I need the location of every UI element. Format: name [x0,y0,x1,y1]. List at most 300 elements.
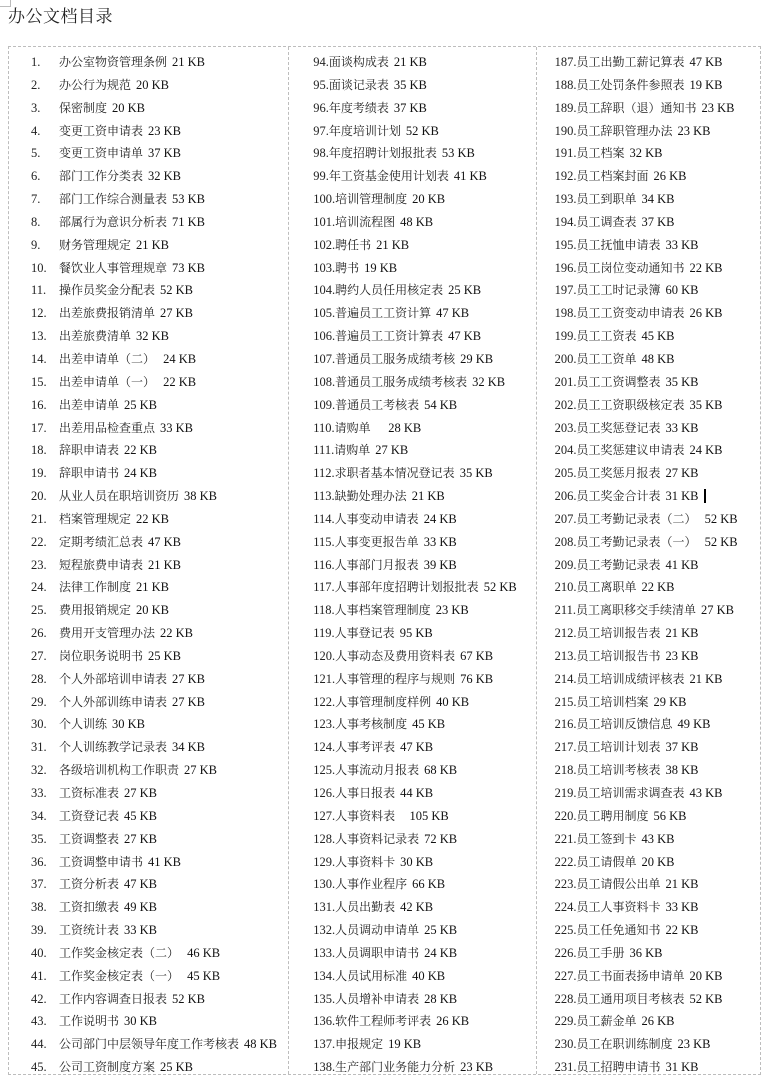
entry-file-size: 21 KB [148,557,182,572]
entry-document-name[interactable]: 个人训练教学记录表 [59,740,168,755]
toc-entry[interactable] [31,965,288,988]
toc-entry[interactable] [313,279,535,302]
toc-entry[interactable] [31,576,288,599]
entry-number: 9. [31,237,41,252]
entry-document-name[interactable]: 年度招聘计划报批表 [328,146,437,161]
entry-document-name[interactable]: 员工工资调整表 [576,374,661,389]
entry-document-name[interactable]: 公司部门中层领导年度工作考核表 [59,1037,240,1052]
entry-document-name[interactable]: 人员增补申请表 [335,991,420,1006]
toc-entry[interactable] [31,919,288,942]
toc-entry[interactable] [31,51,288,74]
toc-entry[interactable] [313,1010,535,1033]
toc-entry[interactable] [31,394,288,417]
toc-entry[interactable] [31,257,288,280]
entry-document-name[interactable]: 员工培训成绩评核表 [576,671,685,686]
entry-document-name[interactable]: 员工培训报告表 [576,626,661,641]
toc-entry[interactable] [555,668,760,691]
entry-document-name[interactable]: 部门工作分类表 [59,169,144,184]
entry-document-name[interactable]: 请购单 [334,443,371,458]
entry-document-name[interactable]: 员工通用项目考核表 [576,991,685,1006]
toc-entry[interactable] [31,142,288,165]
toc-entry[interactable] [555,211,760,234]
entry-document-name[interactable]: 员工工资单 [576,351,637,366]
toc-entry[interactable] [31,1033,288,1056]
entry-document-name[interactable]: 人员调职申请书 [335,945,420,960]
entry-document-name[interactable]: 人事资料表 [335,808,396,823]
entry-number: 217. [554,740,577,755]
toc-entry[interactable] [313,508,535,531]
entry-document-name[interactable]: 人事动态及费用资料表 [335,648,456,663]
entry-document-name[interactable]: 餐饮业人事管理规章 [59,260,168,275]
toc-entry[interactable] [313,554,535,577]
toc-entry[interactable] [313,1033,535,1056]
entry-document-name[interactable]: 员工辞职（退）通知书 [576,100,697,115]
entry-file-size: 73 KB [172,260,206,275]
toc-entry[interactable] [31,485,288,508]
entry-file-size: 24 KB [160,351,197,366]
entry-document-name[interactable]: 人事资料卡 [335,854,396,869]
toc-entry[interactable] [31,211,288,234]
entry-document-name[interactable]: 员工岗位变动通知书 [576,260,685,275]
entry-document-name[interactable]: 人事考评表 [335,740,396,755]
entry-document-name[interactable]: 培训流程图 [335,214,396,229]
entry-document-name[interactable]: 出差用品检查重点 [59,420,156,435]
entry-file-size: 21 KB [393,55,427,69]
entry-document-name[interactable]: 工资调整申请书 [59,854,144,869]
entry-document-name[interactable]: 人事管理制度样例 [335,694,432,709]
entry-document-name[interactable]: 员工薪金单 [576,1014,637,1029]
entry-document-name[interactable]: 缺勤处理办法 [334,489,407,504]
entry-document-name[interactable]: 人事登记表 [334,626,395,641]
entry-number: 188. [554,77,577,92]
entry-document-name[interactable]: 人事作业程序 [335,877,408,892]
entry-document-name[interactable]: 辞职申请表 [59,443,120,458]
toc-entry[interactable] [31,325,288,348]
entry-file-size: 47 KB [400,740,434,755]
toc-entry[interactable] [313,348,535,371]
entry-document-name[interactable]: 员工处罚条件参照表 [576,77,685,92]
toc-entry[interactable] [555,51,760,74]
toc-entry[interactable] [555,1010,760,1033]
toc-entry[interactable] [313,919,535,942]
toc-entry[interactable] [555,713,760,736]
toc-entry[interactable] [31,691,288,714]
toc-entry[interactable] [313,805,535,828]
toc-entry[interactable] [555,234,760,257]
entry-document-name[interactable]: 部门工作综合测量表 [59,192,168,207]
entry-document-name[interactable]: 请购单 [334,420,371,435]
entry-document-name[interactable]: 档案管理规定 [59,511,132,526]
toc-entry[interactable] [31,896,288,919]
toc-column-3 [536,47,760,1074]
entry-document-name[interactable]: 人员出勤表 [335,900,396,915]
toc-entry[interactable] [555,439,760,462]
toc-entry[interactable] [31,668,288,691]
toc-entry[interactable] [555,74,760,97]
entry-document-name[interactable]: 员工工时记录簿 [576,283,661,298]
entry-number: 206. [554,489,577,504]
toc-entry[interactable] [313,142,535,165]
entry-document-name[interactable]: 工作奖金核定表（一） [59,968,180,983]
toc-entry[interactable] [313,896,535,919]
entry-number: 198. [554,306,577,321]
entry-document-name[interactable]: 员工离职移交手续清单 [576,603,697,618]
toc-entry[interactable] [555,965,760,988]
toc-entry[interactable] [31,348,288,371]
toc-entry[interactable] [313,942,535,965]
entry-document-name[interactable]: 出差旅费报销清单 [59,306,156,321]
entry-document-name[interactable]: 保密制度 [59,100,108,115]
entry-document-name[interactable]: 公司工资制度方案 [59,1060,156,1075]
entry-document-name[interactable]: 工资登记表 [59,808,120,823]
entry-document-name[interactable]: 人事资料记录表 [335,831,420,846]
toc-entry[interactable] [555,896,760,919]
entry-document-name[interactable]: 工资调整表 [59,831,120,846]
toc-entry[interactable] [555,851,760,874]
entry-document-name[interactable]: 工资扣缴表 [59,900,120,915]
toc-entry[interactable] [31,234,288,257]
toc-entry[interactable] [555,736,760,759]
entry-document-name[interactable]: 出差申请单（一） [59,374,156,389]
entry-document-name[interactable]: 员工档案封面 [576,169,649,184]
entry-document-name[interactable]: 法律工作制度 [59,580,132,595]
entry-document-name[interactable]: 工资统计表 [59,923,120,938]
entry-document-name[interactable]: 面谈构成表 [328,55,389,69]
entry-document-name[interactable]: 年工资基金使用计划表 [328,169,449,184]
entry-file-size: 71 KB [172,214,206,229]
entry-document-name[interactable]: 员工奖惩建议申请表 [576,443,685,458]
toc-entry[interactable] [31,74,288,97]
entry-document-name[interactable]: 求职者基本情况登记表 [334,466,455,481]
toc-entry[interactable] [31,851,288,874]
toc-entry[interactable] [31,279,288,302]
toc-entry[interactable] [555,142,760,165]
toc-entry[interactable] [313,97,535,120]
toc-entry[interactable] [555,919,760,942]
entry-document-name[interactable]: 人员调动申请单 [335,923,420,938]
entry-document-name[interactable]: 员工培训反馈信息 [576,717,673,732]
toc-entry[interactable] [31,1010,288,1033]
toc-entry[interactable] [555,462,760,485]
entry-document-name[interactable]: 员工出勤工薪记算表 [576,55,685,69]
toc-entry[interactable] [313,188,535,211]
entry-file-size: 20 KB [641,854,675,869]
toc-entry[interactable] [31,371,288,394]
entry-number: 223. [554,877,577,892]
entry-document-name[interactable]: 个人外部训练申请表 [59,694,168,709]
toc-entry[interactable] [555,554,760,577]
toc-entry[interactable] [31,828,288,851]
entry-document-name[interactable]: 个人训练 [59,717,108,732]
toc-entry[interactable] [313,462,535,485]
toc-entry[interactable] [313,211,535,234]
entry-file-size: 26 KB [689,306,723,321]
toc-entry[interactable] [313,713,535,736]
toc-entry[interactable] [555,988,760,1011]
entry-document-name[interactable]: 人事变动申请表 [334,511,419,526]
entry-document-name[interactable]: 短程旅费申请表 [59,557,144,572]
toc-entry[interactable] [313,485,535,508]
entry-number: 114. [313,511,335,526]
entry-document-name[interactable]: 员工培训档案 [576,694,649,709]
toc-entry[interactable] [555,394,760,417]
entry-document-name[interactable]: 员工到职单 [576,192,637,207]
entry-document-name[interactable]: 员工奖惩月报表 [576,466,661,481]
entry-document-name[interactable]: 办公行为规范 [59,77,132,92]
entry-document-name[interactable]: 员工培训需求调查表 [576,786,685,800]
entry-document-name[interactable]: 普通员工服务成绩考核 [335,351,456,366]
toc-entry[interactable] [313,417,535,440]
entry-document-name[interactable]: 员工考勤记录表（一） [576,534,697,549]
toc-entry[interactable] [31,439,288,462]
toc-entry[interactable] [555,120,760,143]
toc-entry[interactable] [555,622,760,645]
toc-entry[interactable] [555,485,760,508]
toc-entry[interactable] [555,97,760,120]
toc-entry[interactable] [31,942,288,965]
toc-entry[interactable] [555,371,760,394]
toc-entry[interactable] [555,165,760,188]
toc-entry[interactable] [313,736,535,759]
toc-entry[interactable] [555,645,760,668]
entry-document-name[interactable]: 人员试用标准 [335,968,408,983]
entry-number: 125. [313,763,336,778]
entry-document-name[interactable]: 人事流动月报表 [335,763,420,778]
toc-entry[interactable] [555,599,760,622]
toc-entry[interactable] [31,759,288,782]
toc-entry[interactable] [31,782,288,805]
entry-document-name[interactable]: 人事档案管理制度 [334,603,431,618]
toc-entry[interactable] [313,74,535,97]
toc-entry[interactable] [31,165,288,188]
entry-document-name[interactable]: 出差旅费清单 [59,329,132,344]
entry-document-name[interactable]: 员工考勤记录表 [576,557,661,572]
toc-entry[interactable] [313,988,535,1011]
entry-document-name[interactable]: 各级培训机构工作职责 [59,763,180,778]
toc-entry[interactable] [31,462,288,485]
entry-document-name[interactable]: 人事部门月报表 [334,557,419,572]
entry-document-name[interactable]: 员工在职训练制度 [576,1037,673,1052]
toc-entry[interactable] [31,1056,288,1079]
toc-entry[interactable] [555,257,760,280]
entry-document-name[interactable]: 员工请假单 [576,854,637,869]
entry-number: 231. [554,1060,577,1075]
toc-entry[interactable] [313,668,535,691]
entry-document-name[interactable]: 财务管理规定 [59,237,132,252]
toc-entry[interactable] [555,188,760,211]
entry-document-name[interactable]: 员工人事资料卡 [576,900,661,915]
toc-entry[interactable] [313,576,535,599]
toc-entry[interactable] [31,599,288,622]
toc-entry[interactable] [313,531,535,554]
toc-entry[interactable] [31,120,288,143]
entry-number: 39. [31,923,47,938]
entry-file-size: 23 KB [677,123,711,138]
entry-document-name[interactable]: 软件工程师考评表 [335,1014,432,1029]
toc-entry[interactable] [555,417,760,440]
entry-document-name[interactable]: 定期考绩汇总表 [59,534,144,549]
entry-document-name[interactable]: 员工手册 [576,945,625,960]
entry-document-name[interactable]: 员工培训考核表 [576,763,661,778]
entry-document-name[interactable]: 申报规定 [335,1037,384,1052]
entry-document-name[interactable]: 部属行为意识分析表 [59,214,168,229]
toc-entry[interactable] [313,120,535,143]
entry-document-name[interactable]: 聘书 [335,260,360,275]
entry-document-name[interactable]: 变更工资申请表 [59,123,144,138]
toc-entry[interactable] [31,417,288,440]
entry-number: 132. [313,923,336,938]
toc-entry[interactable] [313,302,535,325]
toc-entry[interactable] [31,97,288,120]
entry-document-name[interactable]: 员工工资表 [576,329,637,344]
entry-document-name[interactable]: 员工抚恤申请表 [576,237,661,252]
entry-document-name[interactable]: 员工书面表扬申请单 [576,968,685,983]
entry-document-name[interactable]: 聘约人员任用核定表 [335,283,444,298]
entry-document-name[interactable]: 工作内容调查日报表 [59,991,168,1006]
toc-entry[interactable] [313,873,535,896]
entry-document-name[interactable]: 辞职申请书 [59,466,120,481]
entry-number: 116. [313,557,335,572]
entry-number: 40. [31,945,47,960]
toc-entry[interactable] [555,531,760,554]
toc-entry[interactable] [31,988,288,1011]
entry-document-name[interactable]: 员工奖惩登记表 [576,420,661,435]
toc-entry[interactable] [313,165,535,188]
entry-document-name[interactable]: 工资分析表 [59,877,120,892]
entry-document-name[interactable]: 员工考勤记录表（二） [576,511,697,526]
entry-document-name[interactable]: 员工任免通知书 [576,923,661,938]
entry-document-name[interactable]: 员工请假公出单 [576,877,661,892]
entry-document-name[interactable]: 变更工资申请单 [59,146,144,161]
entry-document-name[interactable]: 办公室物资管理条例 [59,55,168,69]
toc-entry[interactable] [313,828,535,851]
entry-document-name[interactable]: 员工调查表 [576,214,637,229]
entry-document-name[interactable]: 人事考核制度 [335,717,408,732]
toc-entry[interactable] [31,302,288,325]
toc-entry[interactable] [555,782,760,805]
entry-document-name[interactable]: 年度培训计划 [328,123,401,138]
entry-document-name[interactable]: 员工培训报告书 [576,648,661,663]
toc-entry[interactable] [31,508,288,531]
entry-document-name[interactable]: 员工奖金合计表 [576,489,661,504]
toc-entry[interactable] [555,1056,760,1079]
toc-entry[interactable] [313,1056,535,1079]
entry-document-name[interactable]: 员工招聘申请书 [576,1060,661,1075]
entry-document-name[interactable]: 培训管理制度 [335,192,408,207]
entry-document-name[interactable]: 普通员工服务成绩考核表 [335,374,468,389]
entry-document-name[interactable]: 员工辞职管理办法 [576,123,673,138]
toc-entry[interactable] [31,736,288,759]
toc-entry[interactable] [313,439,535,462]
entry-document-name[interactable]: 员工档案 [576,146,625,161]
entry-file-size: 52 KB [405,123,439,138]
entry-document-name[interactable]: 人事日报表 [335,786,396,800]
toc-entry[interactable] [31,622,288,645]
toc-entry[interactable] [313,371,535,394]
toc-entry[interactable] [313,234,535,257]
toc-entry[interactable] [555,279,760,302]
toc-entry[interactable] [31,873,288,896]
toc-entry[interactable] [31,188,288,211]
entry-file-size: 38 KB [184,489,218,504]
entry-document-name[interactable]: 员工培训计划表 [576,740,661,755]
toc-entry[interactable] [31,805,288,828]
toc-entry[interactable] [313,394,535,417]
entry-file-size: 53 KB [172,192,206,207]
entry-document-name[interactable]: 生产部门业务能力分析 [335,1060,456,1075]
entry-document-name[interactable]: 年度考绩表 [328,100,389,115]
entry-document-name[interactable]: 员工工资变动申请表 [576,306,685,321]
entry-document-name[interactable]: 聘任书 [335,237,372,252]
toc-entry[interactable] [313,851,535,874]
entry-document-name[interactable]: 费用报销规定 [59,603,132,618]
toc-entry[interactable] [555,805,760,828]
entry-document-name[interactable]: 操作员奖金分配表 [59,283,156,298]
entry-document-name[interactable]: 出差申请单 [59,397,120,412]
toc-entry[interactable] [313,645,535,668]
entry-document-name[interactable]: 员工工资职级核定表 [576,397,685,412]
entry-document-name[interactable]: 从业人员在职培训资历 [59,489,180,504]
toc-entry[interactable] [313,965,535,988]
entry-document-name[interactable]: 工作说明书 [59,1014,120,1029]
entry-document-name[interactable]: 员工签到卡 [576,831,637,846]
entry-document-name[interactable]: 个人外部培训申请表 [59,671,168,686]
entry-document-name[interactable]: 普遍员工工资计算表 [335,329,444,344]
entry-number: 1. [31,55,41,69]
entry-document-name[interactable]: 人事管理的程序与规则 [335,671,456,686]
toc-entry[interactable] [31,645,288,668]
toc-entry[interactable] [313,782,535,805]
entry-document-name[interactable]: 费用开支管理办法 [59,626,156,641]
toc-entry[interactable] [555,302,760,325]
toc-entry[interactable] [555,828,760,851]
toc-entry[interactable] [313,325,535,348]
toc-entry[interactable] [555,1033,760,1056]
toc-entry[interactable] [313,599,535,622]
entry-number: 43. [31,1014,47,1029]
toc-entry[interactable] [313,257,535,280]
toc-entry[interactable] [555,873,760,896]
toc-entry[interactable] [555,942,760,965]
toc-entry[interactable] [31,554,288,577]
toc-entry[interactable] [313,51,535,74]
toc-entry[interactable] [31,713,288,736]
toc-entry[interactable] [555,691,760,714]
toc-entry[interactable] [555,508,760,531]
entry-number: 199. [554,329,577,344]
entry-document-name[interactable]: 员工离职单 [576,580,637,595]
toc-entry[interactable] [313,622,535,645]
entry-document-name[interactable]: 普遍员工工资计算 [335,306,432,321]
entry-document-name[interactable]: 员工聘用制度 [576,808,649,823]
toc-entry[interactable] [555,325,760,348]
toc-entry[interactable] [555,348,760,371]
entry-document-name[interactable]: 岗位职务说明书 [59,648,144,663]
entry-document-name[interactable]: 人事变更报告单 [334,534,419,549]
entry-file-size: 33 KB [665,420,699,435]
entry-document-name[interactable]: 出差申请单（二） [59,351,156,366]
toc-entry[interactable] [555,576,760,599]
entry-document-name[interactable]: 人事部年度招聘计划报批表 [334,580,479,595]
toc-entry[interactable] [313,691,535,714]
entry-document-name[interactable]: 面谈记录表 [328,77,389,92]
toc-entry[interactable] [555,759,760,782]
entry-document-name[interactable]: 普通员工考核表 [335,397,420,412]
toc-entry[interactable] [313,759,535,782]
entry-document-name[interactable]: 工资标准表 [59,786,120,800]
entry-document-name[interactable]: 工作奖金核定表（二） [59,945,180,960]
toc-entry[interactable] [31,531,288,554]
